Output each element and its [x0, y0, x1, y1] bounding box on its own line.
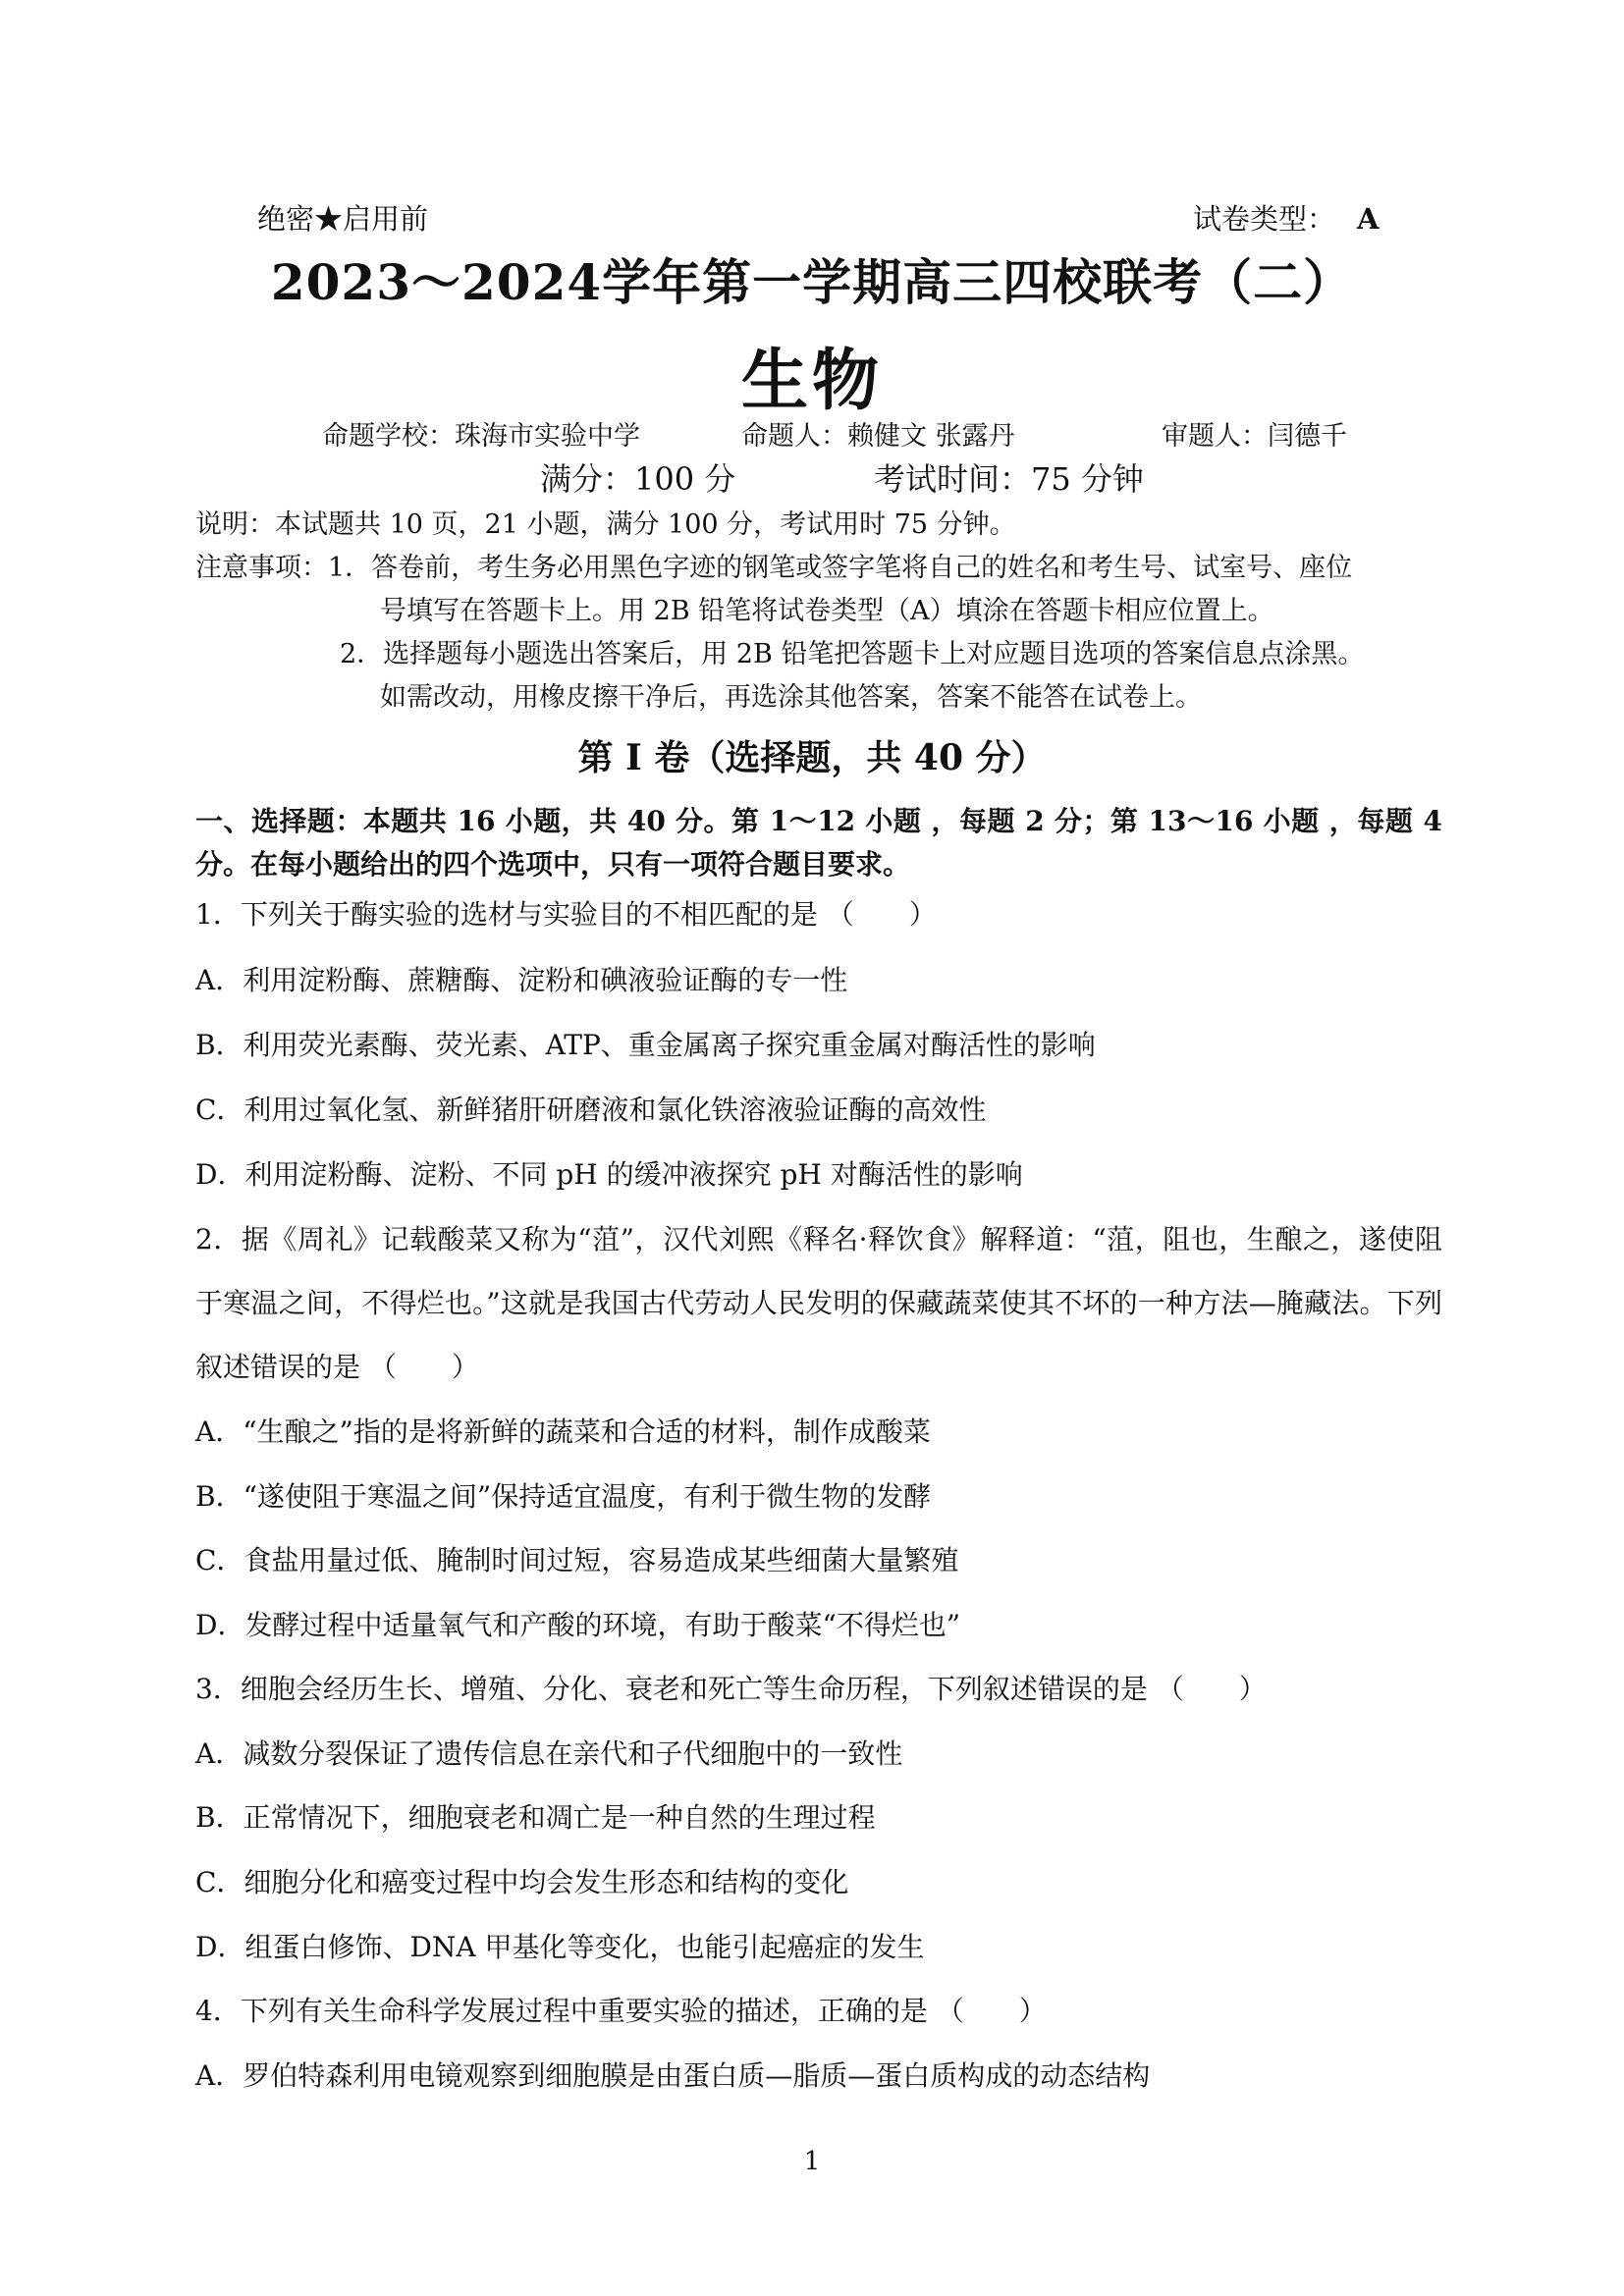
- exam-description: 说明：本试题共 10 页，21 小题，满分 100 分，考试用时 75 分钟。: [195, 509, 1016, 540]
- notes-item-2: 2．选择题每小题选出答案后，用 2B 铅笔把答题卡上对应题目选项的答案信息点涂黑。: [340, 639, 1365, 669]
- part-title: 第 I 卷（选择题，共 40 分）: [577, 737, 1047, 778]
- question-stem: 2．据《周礼》记载酸菜又称为“菹”，汉代刘熙《释名·释饮食》解释道：“菹，阻也，生酿之，遂使阻于寒温之间，不得烂也。”这就是我国古代劳动人民发明的保藏蔬菜使其不坏的一种方法—腌藏法。下列叙述错误的是 （ ）: [195, 1223, 1442, 1383]
- exam-title: 2023～2024学年第一学期高三四校联考（二）: [270, 253, 1354, 311]
- notes-item-1-cont: 号填写在答题卡上。用 2B 铅笔将试卷类型（A）填涂在答题卡相应位置上。: [380, 596, 1274, 626]
- option: C．利用过氧化氢、新鲜猪肝研磨液和氯化铁溶液验证酶的高效性: [195, 1094, 987, 1126]
- notes-item-2-cont: 如需改动，用橡皮擦干净后，再选涂其他答案，答案不能答在试卷上。: [380, 682, 1202, 713]
- full-score: 满分：100 分: [540, 460, 736, 498]
- option: C．食盐用量过低、腌制时间过短，容易造成某些细菌大量繁殖: [195, 1544, 959, 1576]
- option: D．发酵过程中适量氧气和产酸的环境，有助于酸菜“不得烂也”: [195, 1609, 961, 1641]
- exam-time: 考试时间：75 分钟: [874, 460, 1144, 498]
- setter-school: 命题学校：珠海市实验中学: [322, 421, 640, 452]
- confidential-label: 绝密★启用前: [257, 202, 429, 236]
- notes-item-1: 注意事项：1．答卷前，考生务必用黑色字迹的钢笔或签字笔将自己的姓名和考生号、试室号、座位: [195, 553, 1353, 583]
- option: C．细胞分化和癌变过程中均会发生形态和结构的变化: [195, 1866, 849, 1898]
- subject-title: 生物: [740, 342, 883, 420]
- paper-type-value: A: [1357, 202, 1380, 236]
- reviewer: 审题人：闫德千: [1162, 421, 1347, 452]
- page-number: 1: [803, 2147, 821, 2176]
- option: D．组蛋白修饰、DNA 甲基化等变化，也能引起癌症的发生: [195, 1931, 925, 1963]
- option: B．利用荧光素酶、荧光素、ATP、重金属离子探究重金属对酶活性的影响: [195, 1029, 1096, 1061]
- option: A．减数分裂保证了遗传信息在亲代和子代细胞中的一致性: [195, 1737, 903, 1770]
- option: A．“生酿之”指的是将新鲜的蔬菜和合适的材料，制作成酸菜: [195, 1415, 931, 1448]
- setters: 命题人：赖健文 张露丹: [741, 421, 1015, 452]
- option: A．利用淀粉酶、蔗糖酶、淀粉和碘液验证酶的专一性: [195, 964, 848, 996]
- option: B．“遂使阻于寒温之间”保持适宜温度，有利于微生物的发酵: [195, 1480, 932, 1513]
- section-heading: 一、选择题：本题共 16 小题，共 40 分。第 1～12 小题 ，每题 2 分；第 13～16 小题 ，每题 4 分。在每小题给出的四个选项中，只有一项符合题目要求。: [195, 805, 1442, 881]
- option: D．利用淀粉酶、淀粉、不同 pH 的缓冲液探究 pH 对酶活性的影响: [195, 1158, 1023, 1191]
- question-stem: 1．下列关于酶实验的选材与实验目的不相匹配的是 （ ）: [195, 898, 937, 931]
- option: A．罗伯特森利用电镜观察到细胞膜是由蛋白质—脂质—蛋白质构成的动态结构: [195, 2059, 1151, 2092]
- question-stem: 4．下列有关生命科学发展过程中重要实验的描述，正确的是 （ ）: [195, 1995, 1047, 2027]
- paper-type-label: 试卷类型：: [1193, 202, 1336, 236]
- option: B．正常情况下，细胞衰老和凋亡是一种自然的生理过程: [195, 1801, 876, 1834]
- paper-type: [1193, 197, 1380, 238]
- question-stem: 3．细胞会经历生长、增殖、分化、衰老和死亡等生命历程，下列叙述错误的是 （ ）: [195, 1673, 1267, 1705]
